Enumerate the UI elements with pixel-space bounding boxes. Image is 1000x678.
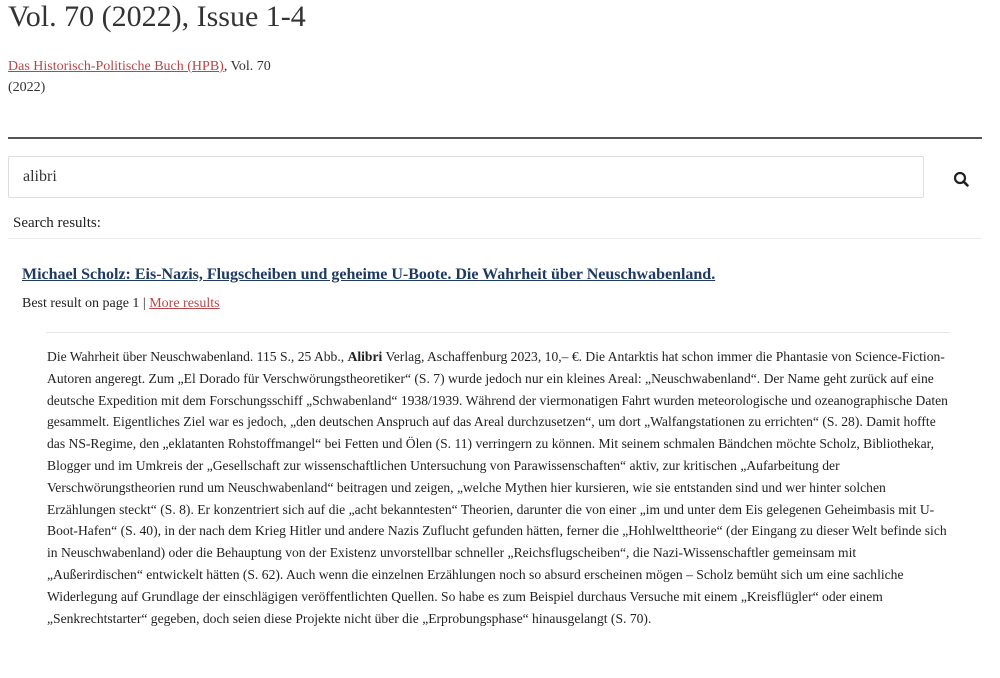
more-results-link[interactable]: More results xyxy=(149,296,220,311)
result-excerpt xyxy=(47,346,953,629)
excerpt-text-before: Die Wahrheit über Neuschwabenland. 115 S., 25 Abb., xyxy=(47,349,348,364)
best-result-line xyxy=(22,296,220,312)
search-box xyxy=(8,156,924,198)
excerpt-divider xyxy=(46,332,950,333)
result-title-link[interactable]: Michael Scholz: Eis-Nazis, Flugscheiben und geheime U-Boote. Die Wahrheit über Neuschwabenland. xyxy=(22,266,716,283)
excerpt-text-after: Verlag, Aschaffenburg 2023, 10,– €. Die Antarktis hat schon immer die Phantasie von Science-Fiction-Autoren angeregt. Zum „El Dorado für Verschwörungstheoretiker“ (S. 7) wurde jedoch nur ein kleines Areal: „Neuschwabenland“. Der Name geht zurück auf eine deutsche Expedition mit dem Forschungsschiff „Schwabenland“ 1938/1939. Während der viermonatigen Fahrt wurden meteorologische und ozeanographische Daten gesammelt. Eigentliches Ziel war es jedoch, „den deutschen Anspruch auf das Areal durchzusetzen“, um dort „Walfangstationen zu errichten“ (S. 28). Damit hoffte das NS-Regime, den „eklatanten Rohstoffmangel“ bei Fetten und Ölen (S. 11) verringern zu können. Mit seinem schmalen Bändchen möchte Scholz, Bibliothekar, Blogger und im Umkreis der „Gesellschaft zur wissenschaftlichen Untersuchung von Parawissenschaften“ aktiv, zur kritischen „Aufarbeitung der Verschwörungstheorien rund um Neuschwabenland“ beitragen und zeigen, „welche Mythen hier kursieren, wie sie entstanden sind und wer hinter solchen Erzählungen steckt“ (S. 8). Er konzentriert sich auf die „acht bekanntesten“ Theorien, darunter die von einer „im und unter dem Eis gelegenen Geheimbasis mit U-Boot-Hafen“ (S. 40), in der nach dem Krieg Hitler und andere Nazis Zuflucht gefunden hätten, ferner die „Hohlwelttheorie“ (der Eingang zu dieser Welt befinde sich in Neuschwabenland) oder die Behauptung von der Existenz unvorstellbar schneller „Reichsflugscheiben“, die Nazi-Wissenschaftler gemeinsam mit „Außerirdischen“ entwickelt hätten (S. 62). Auch wenn die einzelnen Erzählungen noch so absurd erscheinen mögen – Scholz bemüht sich um eine sachliche Widerlegung auf Grundlage der einschlägigen veröffentlichten Quellen. So habe es zum Beispiel durchaus Versuche mit einem „Kreisflügler“ oder einem „Senkrechtstarter“ gegeben, doch seien diese Projekte nicht über die „Erprobungsphase“ hinausgelangt (S. 70). xyxy=(47,349,948,626)
excerpt-highlight: Alibri xyxy=(347,349,383,364)
issue-title: Vol. 70 (2022), Issue 1-4 xyxy=(8,0,306,33)
header-divider xyxy=(8,137,982,139)
journal-year: (2022) xyxy=(8,80,46,95)
search-results-label: Search results: xyxy=(13,215,101,231)
results-divider xyxy=(8,238,982,239)
journal-info xyxy=(8,56,308,98)
best-result-text: Best result on page 1 | xyxy=(22,296,150,311)
search-icon xyxy=(940,164,982,194)
search-input[interactable] xyxy=(9,157,923,197)
search-button[interactable] xyxy=(940,164,982,194)
journal-link[interactable]: Das Historisch-Politische Buch (HPB) xyxy=(8,59,224,74)
journal-volume: , Vol. 70 xyxy=(223,59,271,74)
